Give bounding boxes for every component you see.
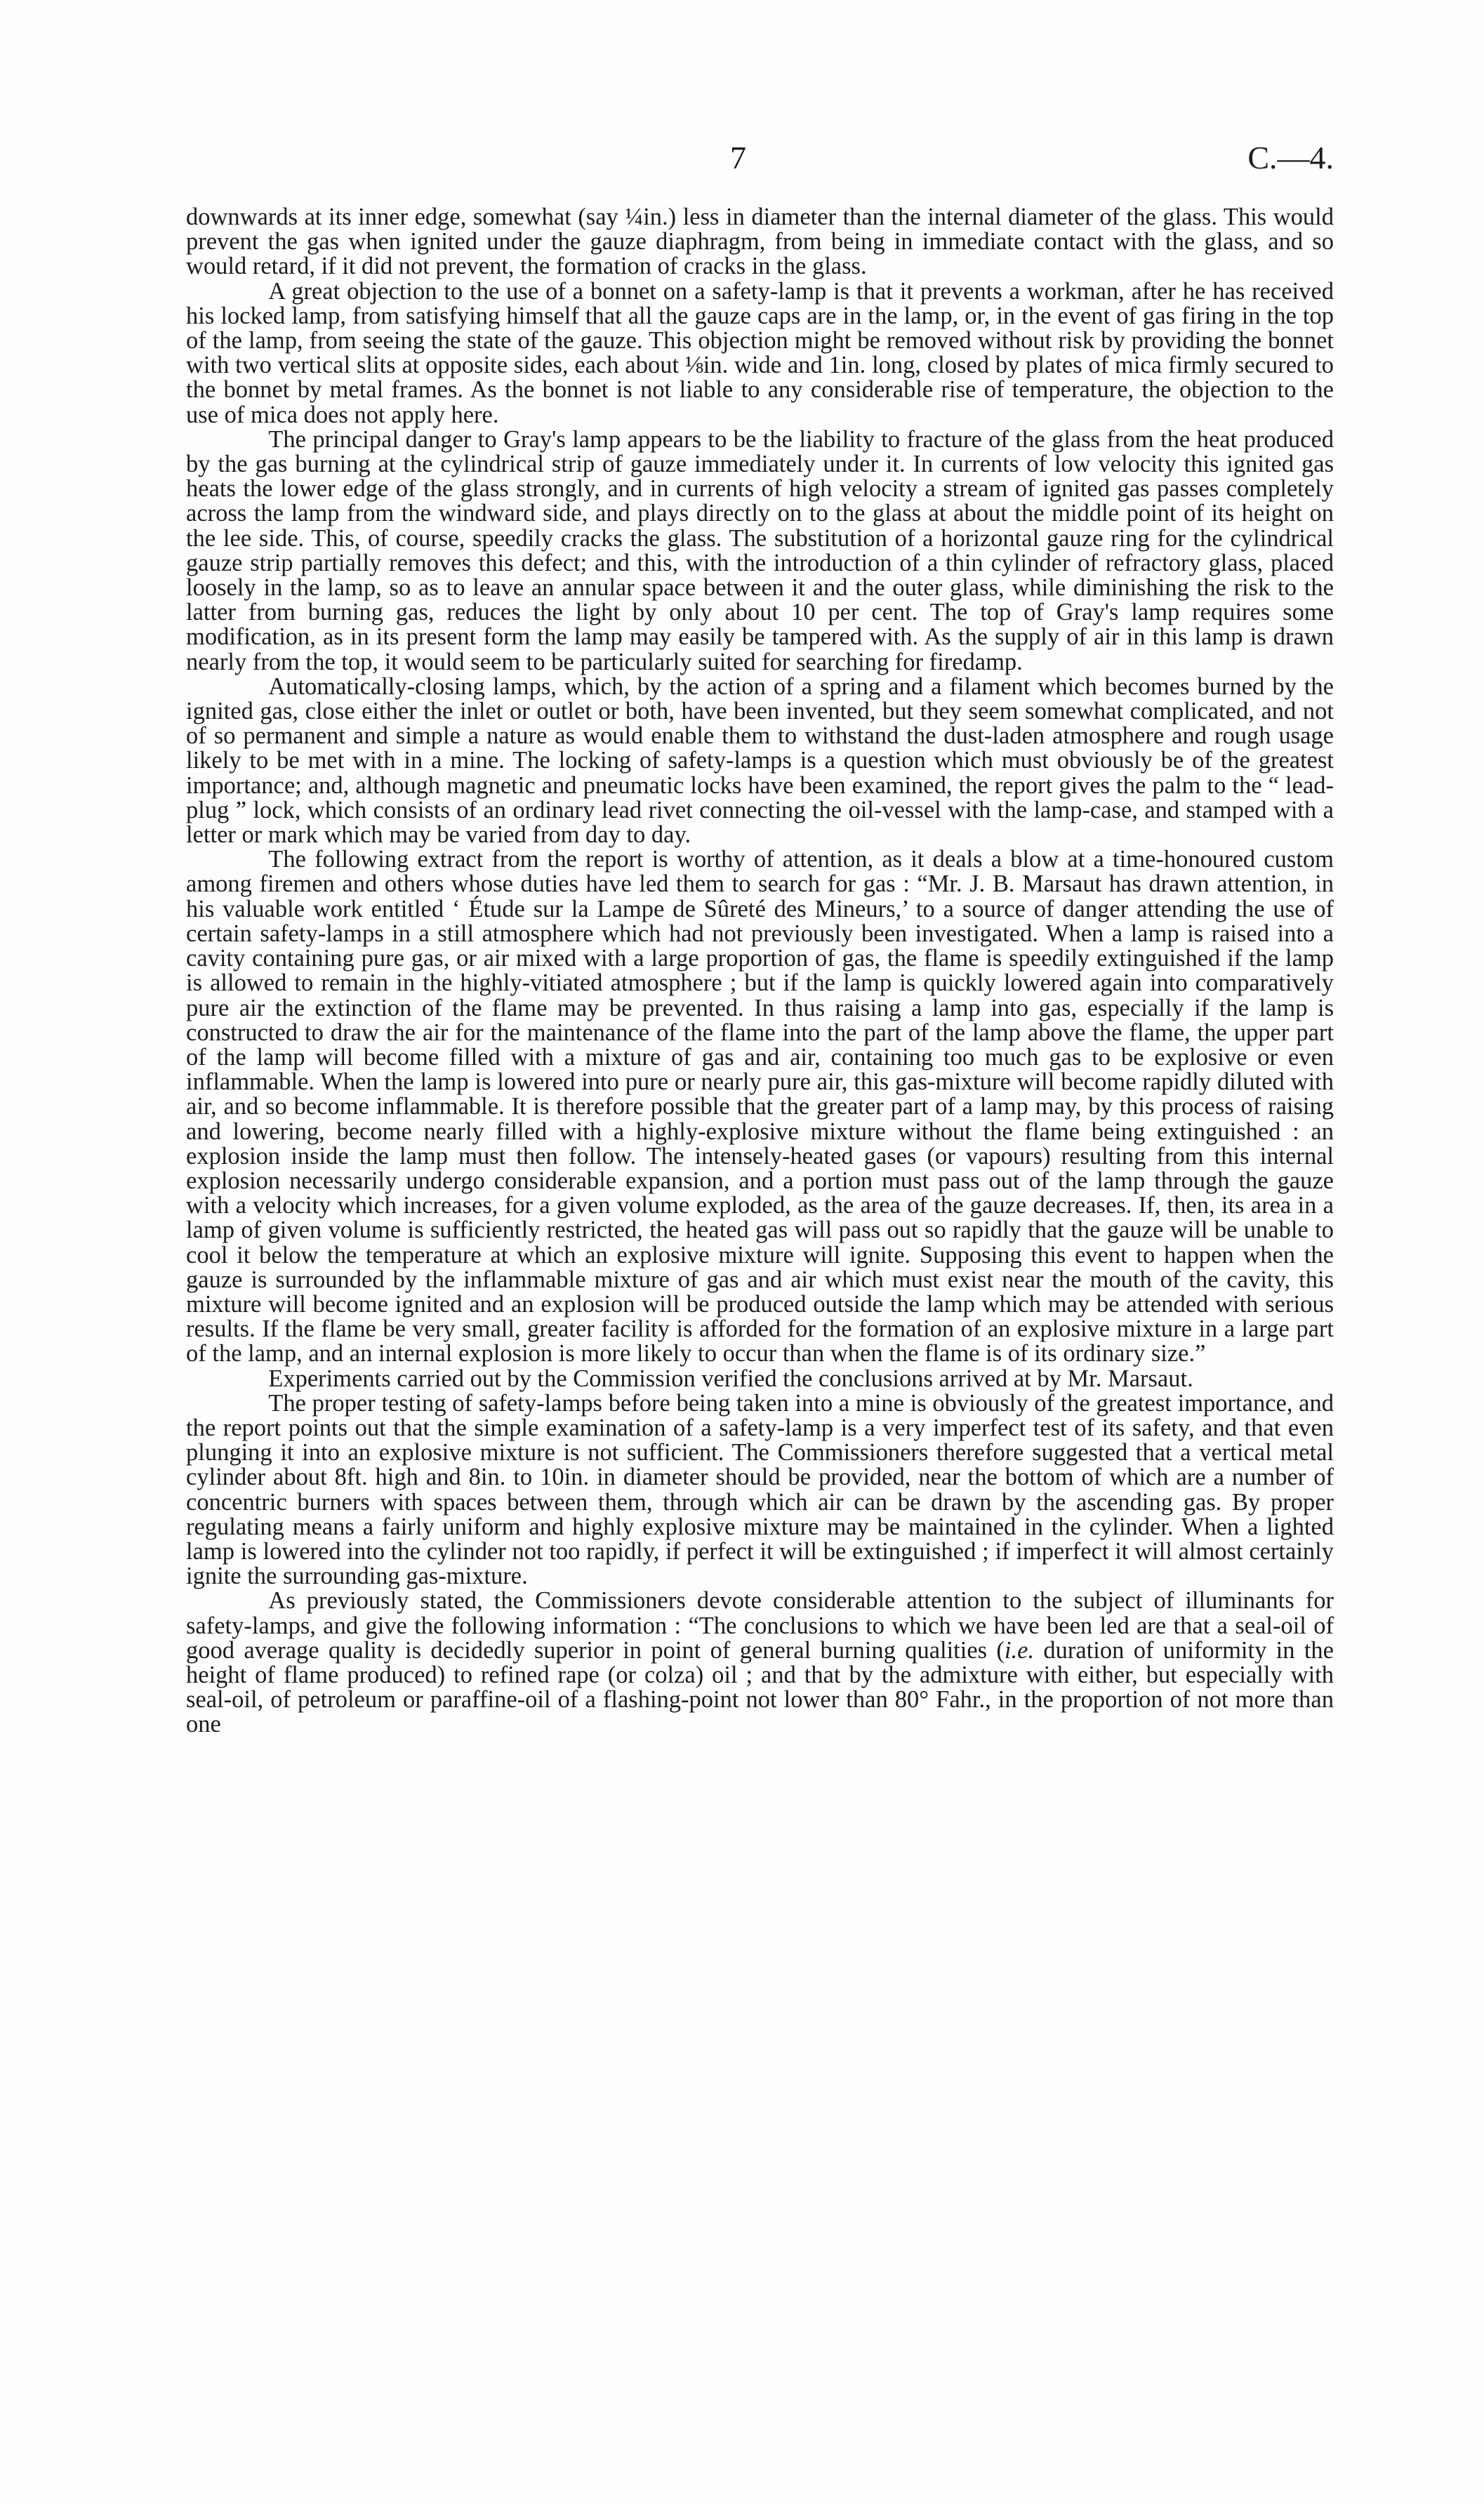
paragraph-8-start: As previously stated, the Commissioners devote considerable attention to the subject of illuminants for safety-lamps, and give the following information : “The conclusions to which we have been led are that a seal-oil of good average quality is decidedly superior in point of general burning qualities (: [186, 1587, 1334, 1664]
paragraph-8-end: duration of uniformity in the height of flame produced) to refined rape (or colza) oil ; and that by the admixture with either, but especially with seal-oil, of petroleum or paraffine-oil of a flashing-point not lower than 80° Fahr., in the proportion of not more than one: [186, 1636, 1334, 1738]
paragraph-3: The principal danger to Gray's lamp appears to be the liability to fracture of the glass from the heat produced by the gas burning at the cylindrical strip of gauze immediately under it. In currents of low velocity this ignited gas heats the lower edge of the glass strongly, and in currents of high velocity a stream of ignited gas passes completely across the lamp from the windward side, and plays directly on to the glass at about the middle point of its height on the lee side. This, of course, speedily cracks the glass. The substitution of a horizontal gauze ring for the cylindrical gauze strip partially removes this defect; and this, with the introduction of a thin cylinder of refractory glass, placed loosely in the lamp, so as to leave an annular space between it and the outer glass, while diminishing the risk to the latter from burning gas, reduces the light by only about 10 per cent. The top of Gray's lamp requires some modification, as in its present form the lamp may easily be tampered with. As the supply of air in this lamp is drawn nearly from the top, it would seem to be particularly suited for searching for firedamp.: [186, 425, 1334, 675]
paragraph-1: downwards at its inner edge, somewhat (say ¼in.) less in diameter than the internal diameter of the glass. This would prevent the gas when ignited under the gauze diaphragm, from being in immediate contact with the glass, and so would retard, if it did not prevent, the formation of cracks in the glass.: [186, 204, 1334, 280]
paragraph-5: The following extract from the report is worthy of attention, as it deals a blow at a time-honoured custom among firemen and others whose duties have led them to search for gas : “Mr. J. B. Marsaut has drawn attention, in his valuable work entitled ‘ Étude sur la Lampe de Sûreté des Mineurs,’ to a source of danger attending the use of certain safety-lamps in a still atmosphere which had not previously been investigated. When a lamp is raised into a cavity containing pure gas, or air mixed with a large proportion of gas, the flame is speedily extinguished if the lamp is allowed to remain in the highly-vitiated atmosphere ; but if the lamp is quickly lowered again into comparatively pure air the extinction of the flame may be prevented. In thus raising a lamp into gas, especially if the lamp is constructed to draw the air for the maintenance of the flame into the part of the lamp above the flame, the upper part of the lamp will become filled with a mixture of gas and air, containing too much gas to be explosive or even inflammable. When the lamp is lowered into pure or nearly pure air, this gas-mixture will become rapidly diluted with air, and so become inflammable. It is therefore possible that the greater part of a lamp may, by this process of raising and lowering, become nearly filled with a highly-explosive mixture without the flame being extinguished : an explosion inside the lamp must then follow. The intensely-heated gases (or vapours) resulting from this internal explosion necessarily undergo considerable expansion, and a portion must pass out of the lamp through the gauze with a velocity which increases, for a given volume exploded, as the area of the gauze decreases. If, then, its area in a lamp of given volume is sufficiently restricted, the heated gas will pass out so rapidly that the gauze will be unable to cool it below the temperature at which an explosive mixture will ignite. Supposing this event to happen when the gauze is surrounded by the inflammable mixture of gas and air which must exist near the mouth of the cavity, this mixture will become ignited and an explosion will be produced outside the lamp which may be attended with serious results. If the flame be very small, greater facility is afforded for the formation of an explosive mixture in a large part of the lamp, and an internal explosion is more likely to occur than when the flame is of its ordinary size.”: [186, 846, 1334, 1367]
paragraph-6: Experiments carried out by the Commission verified the conclusions arrived at by Mr. Marsaut.: [268, 1365, 1193, 1392]
page-header: [186, 137, 1334, 179]
series-code: C.—4.: [1247, 140, 1334, 175]
paragraph-4: Automatically-closing lamps, which, by the action of a spring and a filament which becomes burned by the ignited gas, close either the inlet or outlet or both, have been invented, but they seem somewhat complicated, and not of so permanent and simple a nature as would enable them to withstand the dust-laden atmosphere and rough usage likely to be met with in a mine. The locking of safety-lamps is a question which must obviously be of the greatest importance; and, although magnetic and pneumatic locks have been examined, the report gives the palm to the “ lead-plug ” lock, which consists of an ordinary lead rivet connecting the oil-vessel with the lamp-case, and stamped with a letter or mark which may be varied from day to day.: [186, 673, 1334, 849]
paragraph-7: The proper testing of safety-lamps before being taken into a mine is obviously of the greatest importance, and the report points out that the simple examination of a safety-lamp is a very imperfect test of its safety, and that even plunging it into an explosive mixture is not sufficient. The Commissioners therefore suggested that a vertical metal cylinder about 8ft. high and 8in. to 10in. in diameter should be provided, near the bottom of which are a number of concentric burners with spaces between them, through which air can be drawn by the ascending gas. By proper regulating means a fairly uniform and highly explosive mixture may be maintained in the cylinder. When a lighted lamp is lowered into the cylinder not too rapidly, if perfect it will be extinguished ; if imperfect it will almost certainly ignite the surrounding gas-mixture.: [186, 1389, 1334, 1590]
paragraph-2: A great objection to the use of a bonnet on a safety-lamp is that it prevents a workman, after he has received his locked lamp, from satisfying himself that all the gauze caps are in the lamp, or, in the event of gas firing in the top of the lamp, from seeing the state of the gauze. This objection might be removed without risk by providing the bonnet with two vertical slits at opposite sides, each about ⅛in. wide and 1in. long, closed by plates of mica firmly secured to the bonnet by metal frames. As the bonnet is not liable to any considerable rise of temperature, the objection to the use of mica does not apply here.: [186, 277, 1334, 428]
page-number: 7: [730, 140, 746, 175]
paragraph-8-italic: i.e.: [1004, 1636, 1035, 1664]
paragraph-8: [186, 1589, 1334, 1737]
body-text: [186, 205, 1334, 1737]
